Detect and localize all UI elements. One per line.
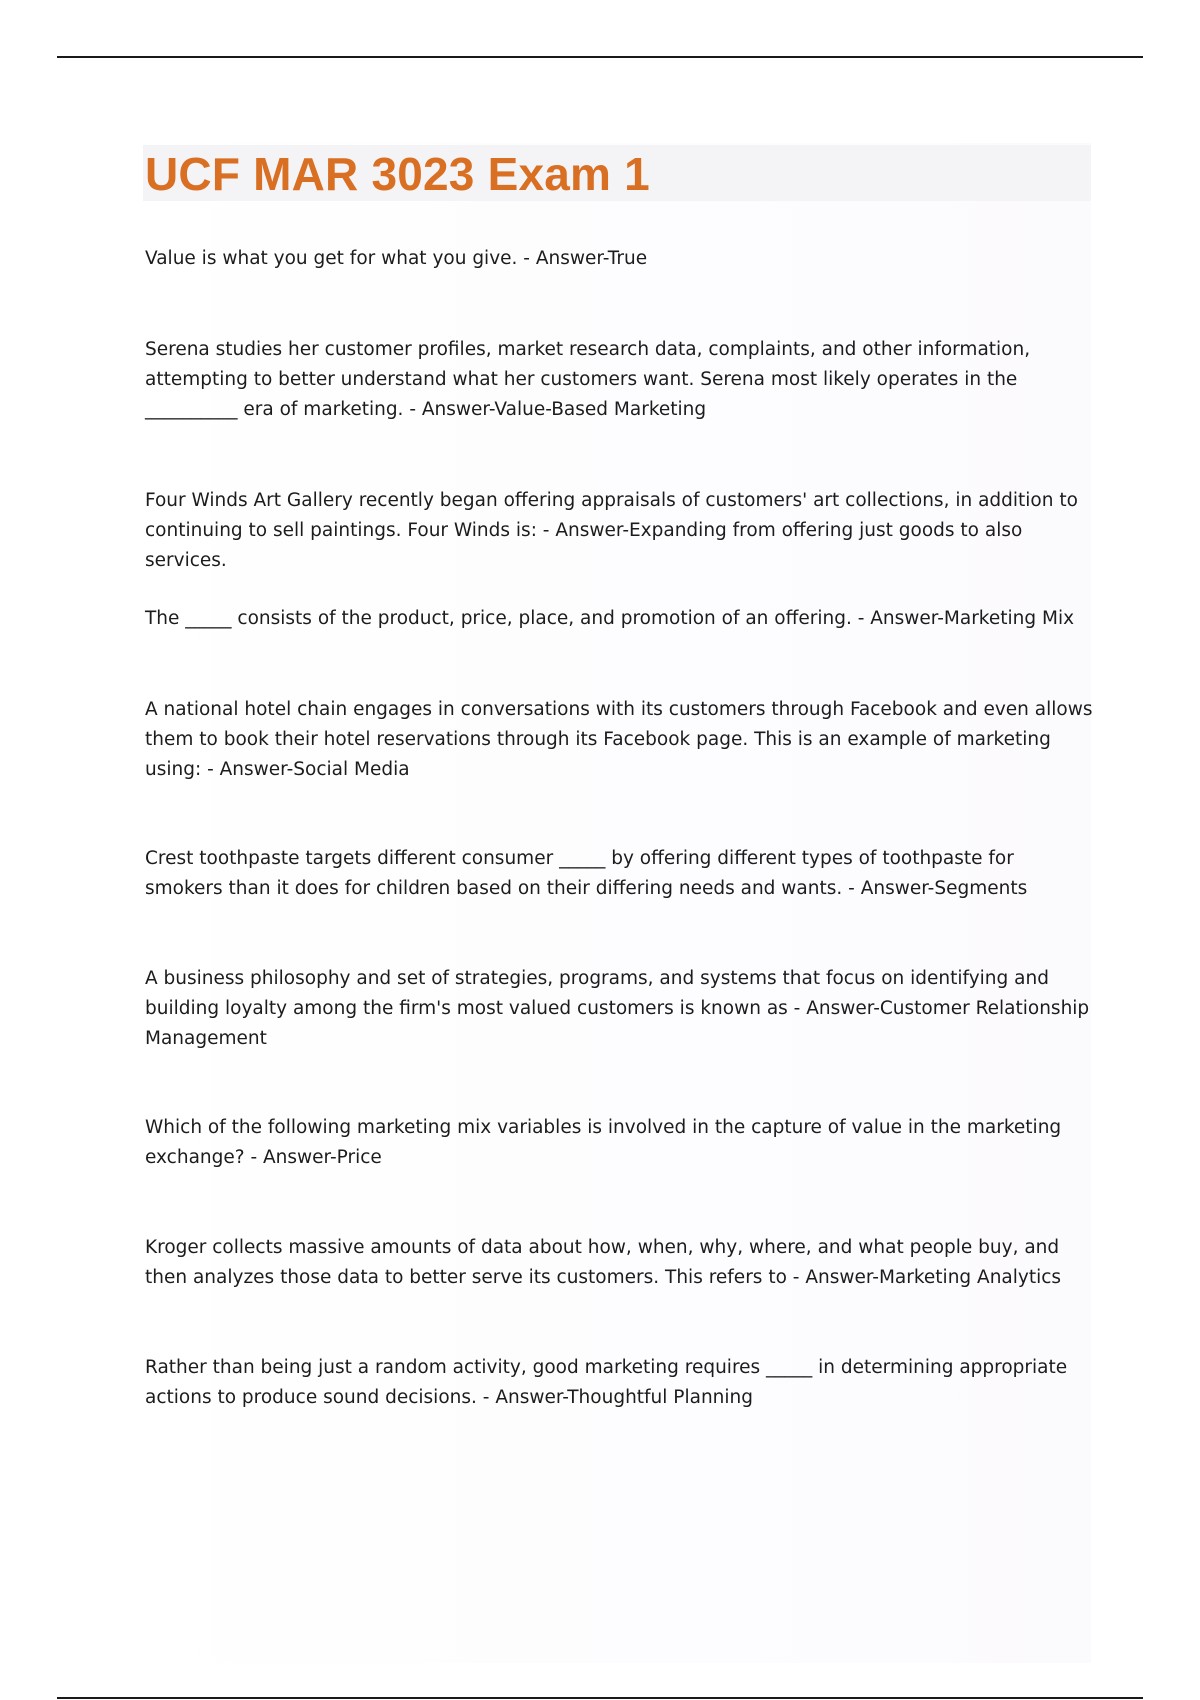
qa-item: Four Winds Art Gallery recently began offering appraisals of customers' art collections, in addition to continuing to sell paintings. Four Winds is: - Answer-Expanding from offering just goods to also services. (145, 490, 1078, 571)
qa-item: The _____ consists of the product, price, place, and promotion of an offering. - Answer-Marketing Mix (145, 608, 1075, 629)
document-title: UCF MAR 3023 Exam 1 (145, 148, 650, 200)
qa-item: Value is what you get for what you give. - Answer-True (145, 248, 648, 269)
qa-item: Crest toothpaste targets different consumer _____ by offering different types of toothpaste for smokers than it does for children based on their differing needs and wants. - Answer-Segments (145, 848, 1028, 899)
bottom-rule (57, 1697, 1143, 1699)
qa-item: Which of the following marketing mix variables is involved in the capture of value in the marketing exchange? - Answer-Price (145, 1117, 1062, 1168)
qa-item: A national hotel chain engages in conversations with its customers through Facebook and even allows them to book their hotel reservations through its Facebook page. This is an example of marketing using: - Answer-Social Media (145, 699, 1093, 780)
qa-item: Rather than being just a random activity, good marketing requires _____ in determining appropriate actions to produce sound decisions. - Answer-Thoughtful Planning (145, 1357, 1068, 1408)
qa-item: Serena studies her customer profiles, market research data, complaints, and other information, attempting to better understand what her customers want. Serena most likely operates in the __________ era of marketing. - Answer-Value-Based Marketing (145, 339, 1031, 420)
top-rule (57, 56, 1143, 58)
qa-item: Kroger collects massive amounts of data about how, when, why, where, and what people buy, and then analyzes those data to better serve its customers. This refers to - Answer-Marketing Analytics (145, 1237, 1062, 1288)
qa-item: A business philosophy and set of strategies, programs, and systems that focus on identifying and building loyalty among the firm's most valued customers is known as - Answer-Customer Relationship Management (145, 968, 1090, 1049)
